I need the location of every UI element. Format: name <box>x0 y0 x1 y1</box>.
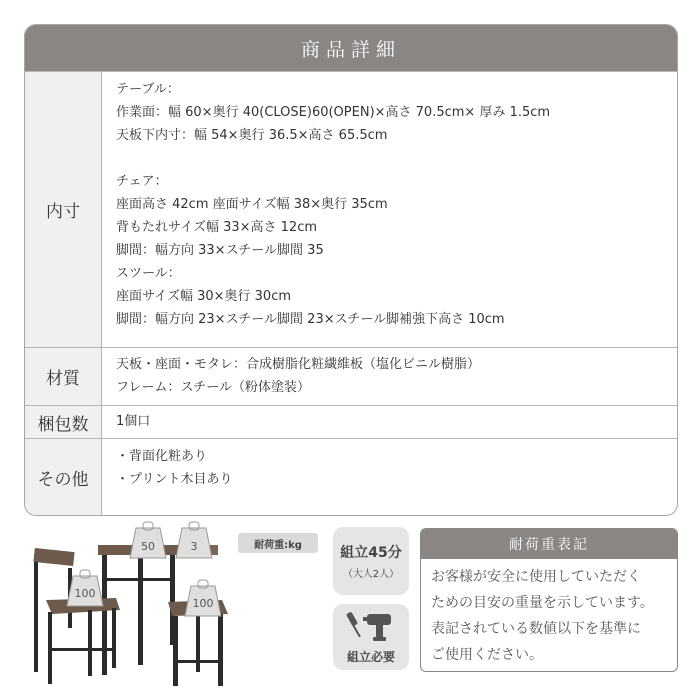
spec-line <box>116 147 677 170</box>
spec-table-title: 商品詳細 <box>25 25 677 71</box>
spec-label: 梱包数 <box>25 406 102 438</box>
load-notice-line: ための目安の重量を示しています。 <box>431 595 654 611</box>
weight-marker-chair <box>67 570 103 606</box>
spec-line: ・プリント木目あり <box>116 472 233 487</box>
weight-value-table-leaf: 3 <box>190 540 198 553</box>
spec-line: ・背面化粧あり <box>116 449 208 464</box>
spec-line: スツール： <box>116 266 181 281</box>
spec-value <box>102 348 677 405</box>
assembly-required-tile <box>333 604 409 670</box>
spec-line: 座面高さ 42cm 座面サイズ幅 38×奥行 35cm <box>116 197 388 212</box>
assembly-time-tile <box>333 527 409 595</box>
spec-line: 脚間：幅方向 33×スチール脚間 35 <box>116 243 324 258</box>
spec-row-dimensions <box>25 71 677 347</box>
spec-line: 座面サイズ幅 30×奥行 30cm <box>116 289 292 304</box>
load-notice-body <box>421 559 677 668</box>
weight-marker-table-leaf <box>176 522 212 558</box>
spec-value <box>102 439 677 516</box>
spec-label: 内寸 <box>25 72 102 347</box>
spec-line: チェア： <box>116 174 168 189</box>
weight-marker-table-top <box>130 522 166 558</box>
spec-line: 脚間：幅方向 23×スチール脚間 23×スチール脚補強下高さ 10cm <box>116 312 505 327</box>
spec-line: フレーム：スチール（粉体塗装） <box>116 380 310 395</box>
spec-value <box>102 406 677 438</box>
spec-label: その他 <box>25 439 102 516</box>
assembly-required-label: 組立必要 <box>346 650 395 664</box>
load-notice-title: 耐荷重表記 <box>421 529 677 559</box>
weight-unit-badge: 耐荷重:kg <box>238 533 318 553</box>
spec-value <box>102 72 677 347</box>
spec-row-packages <box>25 405 677 438</box>
spec-label: 材質 <box>25 348 102 405</box>
spec-line: 1個口 <box>116 414 151 429</box>
assembly-time: 組立45分 <box>340 545 402 561</box>
chair-figure <box>33 548 120 684</box>
assembly-people: （大人2人） <box>342 569 400 580</box>
spec-row-other <box>25 438 677 516</box>
spec-row-material <box>25 347 677 405</box>
drill-and-screwdriver-icon <box>343 608 399 644</box>
load-notice-box <box>420 528 678 672</box>
spec-line: 天板・座面・モタレ：合成樹脂化粧繊維板（塩化ビニル樹脂） <box>116 357 481 372</box>
load-notice-line: お客様が安全に使用していただく <box>431 569 641 585</box>
weight-value-stool: 100 <box>192 597 214 610</box>
load-notice-line: ご使用ください。 <box>431 647 543 663</box>
weight-value-table-top: 50 <box>141 540 155 553</box>
spec-line: 背もたれサイズ幅 33×高さ 12cm <box>116 220 318 235</box>
spec-line: 作業面：幅 60×奥行 40(CLOSE)60(OPEN)×高さ 70.5cm× 厚み 1.5cm <box>116 105 551 120</box>
spec-line: 天板下内寸：幅 54×奥行 36.5×高さ 65.5cm <box>116 128 388 143</box>
weight-marker-stool <box>185 580 221 616</box>
weight-value-chair: 100 <box>74 587 96 600</box>
spec-table <box>24 24 678 516</box>
spec-line: テーブル： <box>116 82 180 97</box>
load-notice-line: 表記されている数値以下を基準に <box>431 621 641 637</box>
